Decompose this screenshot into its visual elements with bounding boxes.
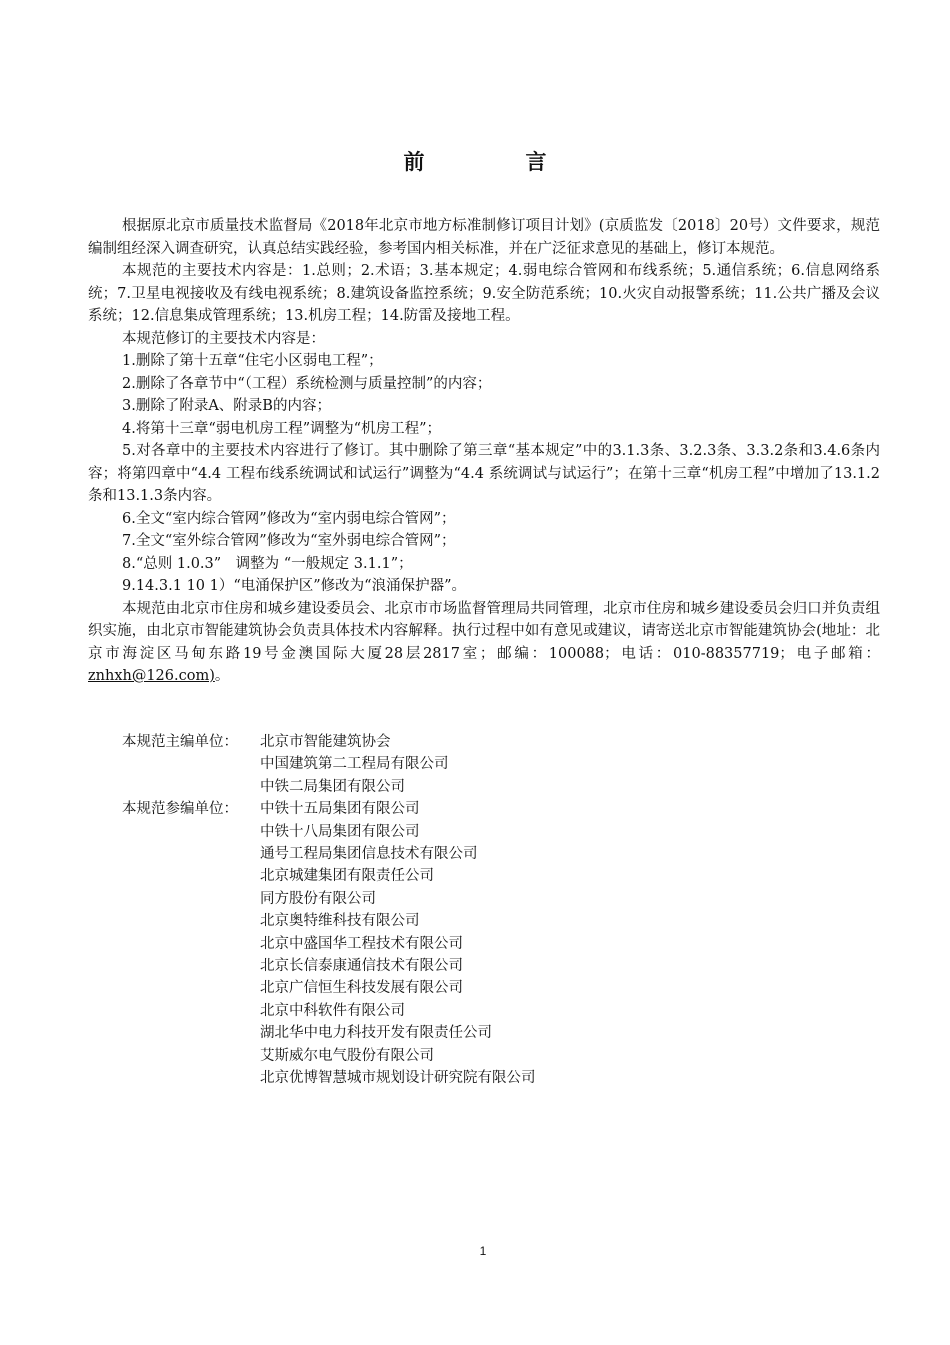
revision-item: 9.14.3.1 10 1）“电涌保护区”修改为“浪涌保护器”。 <box>122 578 466 594</box>
unit-item: 北京市智能建筑协会 <box>260 734 391 750</box>
unit-item: 中铁十五局集团有限公司 <box>260 801 420 818</box>
revision-item: 1.删除了第十五章“住宅小区弱电工程”； <box>122 353 383 369</box>
units-section <box>122 731 822 1090</box>
unit-item: 中国建筑第二工程局有限公司 <box>260 756 449 773</box>
management-suffix: 。 <box>214 668 230 684</box>
participating-units-list <box>260 798 536 1089</box>
unit-item: 湖北华中电力科技开发有限责任公司 <box>260 1025 492 1042</box>
unit-item: 北京中科软件有限公司 <box>260 1002 405 1019</box>
unit-item: 北京奥特维科技有限公司 <box>260 913 420 930</box>
unit-item: 北京城建集团有限责任公司 <box>260 868 434 885</box>
participating-units-group <box>122 798 822 1089</box>
unit-item: 北京优博智慧城市规划设计研究院有限公司 <box>260 1070 536 1087</box>
revision-heading: 本规范修订的主要技术内容是： <box>122 330 325 347</box>
unit-item: 中铁十八局集团有限公司 <box>260 823 420 840</box>
revision-item: 5.对各章中的主要技术内容进行了修订。其中删除了第三章“基本规定”中的3.1.3条、3.2.3条、3.3.2条和3.4.6条内容；将第四章中“4.4 工程布线系统调试和试运行”调整为“4.4 系统调试与试运行”；在第十三章“机房工程”中增加了13.1.2条和13.1.3条内容。 <box>88 443 880 504</box>
unit-item: 北京长信泰康通信技术有限公司 <box>260 958 463 975</box>
management-paragraph <box>88 598 880 688</box>
intro-paragraph: 根据原北京市质量技术监督局《2018年北京市地方标准制修订项目计划》(京质监发〔2018〕20号）文件要求，规范编制组经深入调查研究，认真总结实践经验，参考国内相关标准，并在广泛征求意见的基础上，修订本规范。 <box>88 218 880 257</box>
unit-item: 通号工程局集团信息技术有限公司 <box>260 846 478 863</box>
unit-item: 艾斯威尔电气股份有限公司 <box>260 1047 434 1064</box>
chief-units-list <box>260 731 449 798</box>
chief-units-label: 本规范主编单位： <box>122 734 238 750</box>
page-title: 前 言 <box>403 149 587 174</box>
page-number: 1 <box>479 1244 487 1258</box>
email-link[interactable]: znhxh@126.com) <box>88 668 215 684</box>
preface-body <box>88 215 880 688</box>
revision-item: 4.将第十三章“弱电机房工程”调整为“机房工程”； <box>122 420 441 437</box>
management-text: 本规范由北京市住房和城乡建设委员会、北京市市场监督管理局共同管理，北京市住房和城乡建设委员会归口并负责组织实施，由北京市智能建筑协会负责具体技术内容解释。执行过程中如有意见或建议，请寄送北京市智能建筑协会(地址：北京市海淀区马甸东路19号金澳国际大厦28层2817室；邮编：100088；电话：010-88357719；电子邮箱： <box>88 600 880 662</box>
revision-item: 6.全文“室内综合管网”修改为“室内弱电综合管网”； <box>122 510 456 527</box>
revision-item: 3.删除了附录A、附录B的内容； <box>122 398 331 414</box>
unit-item: 同方股份有限公司 <box>260 890 376 907</box>
unit-item: 中铁二局集团有限公司 <box>260 778 405 795</box>
unit-item: 北京广信恒生科技发展有限公司 <box>260 980 463 997</box>
revision-item: 7.全文“室外综合管网”修改为“室外弱电综合管网”； <box>122 533 456 549</box>
revision-item: 2.删除了各章节中“（工程）系统检测与质量控制”的内容； <box>122 375 492 392</box>
unit-item: 北京中盛国华工程技术有限公司 <box>260 935 463 952</box>
main-content-paragraph: 本规范的主要技术内容是：1.总则；2.术语；3.基本规定；4.弱电综合管网和布线系统；5.通信系统；6.信息网络系统；7.卫星电视接收及有线电视系统；8.建筑设备监控系统；9.安全防范系统；10.火灾自动报警系统；11.公共广播及会议系统；12.信息集成管理系统；13.机房工程；14.防雷及接地工程。 <box>88 263 880 324</box>
revision-item: 8.“总则 1.0.3” 调整为 “一般规定 3.1.1”； <box>122 555 413 572</box>
participating-units-label: 本规范参编单位： <box>122 801 238 818</box>
chief-units-group <box>122 731 822 798</box>
